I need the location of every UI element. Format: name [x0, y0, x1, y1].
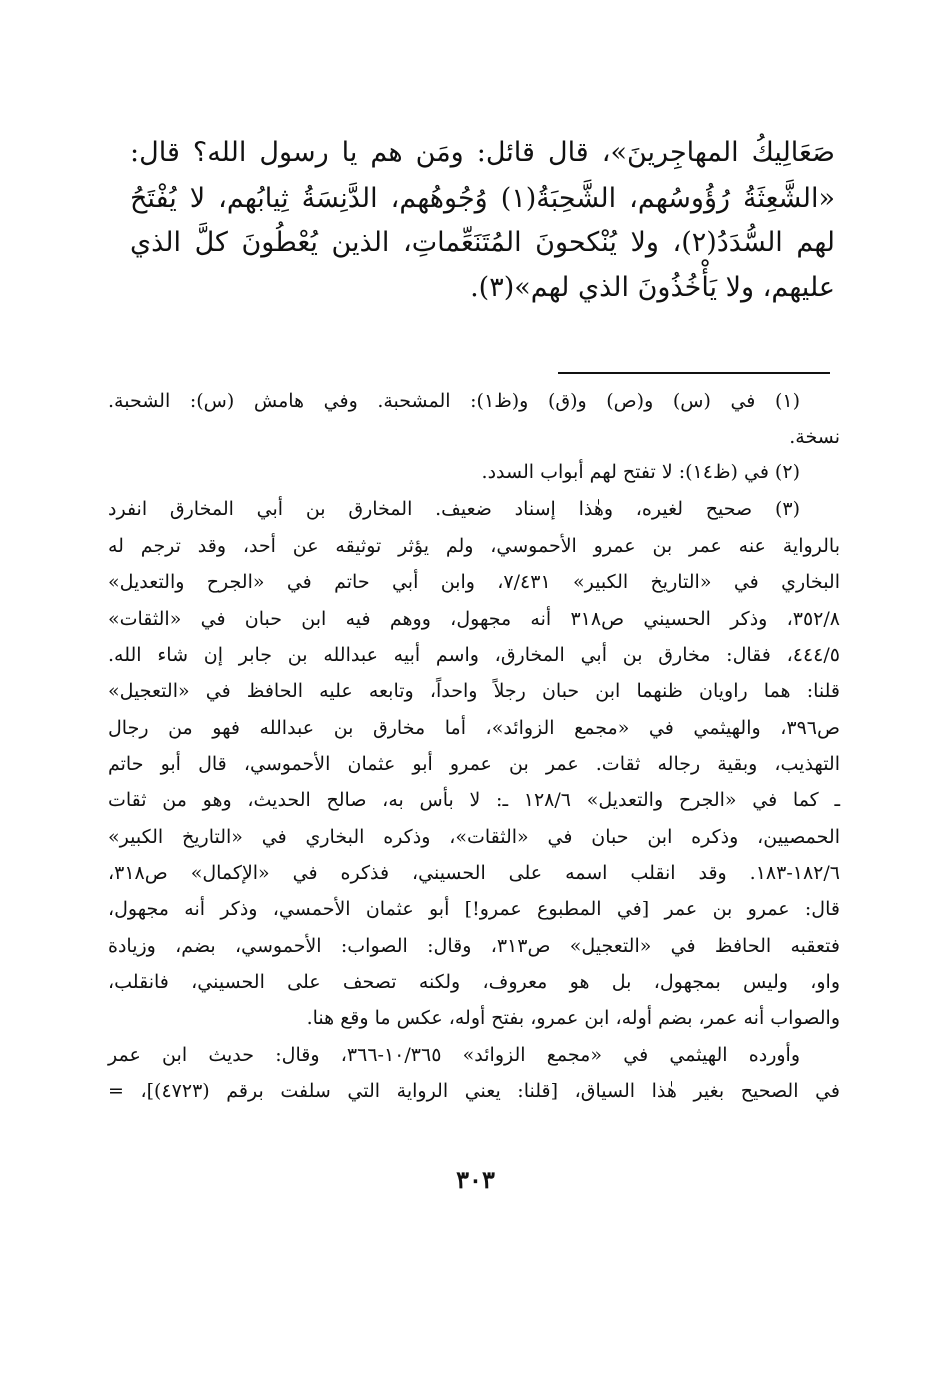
- footnote-line: بالرواية عنه عمر بن عمرو الأحموسي، ولم يؤثر توثيقه عن أحد، وقد ترجم له: [108, 535, 840, 557]
- footnote-line: البخاري في «التاريخ الكبير» ٧/٤٣١، وابن أبي حاتم في «الجرح والتعديل»: [108, 571, 840, 593]
- footnote-line: الحمصيين، وذكره ابن حبان في «الثقات»، وذكره البخاري في «التاريخ الكبير»: [108, 826, 840, 848]
- footnote-line: ١٨٢/٦-١٨٣. وقد انقلب اسمه على الحسيني، فذكره في «الإكمال» ص٣١٨،: [108, 862, 840, 884]
- footnote-line: فتعقبه الحافظ في «التعجيل» ص٣١٣، وقال: الصواب: الأحموسي، بضم، وزيادة: [108, 935, 840, 957]
- footnote-line: قلنا: هما راويان ظنهما ابن حبان رجلاً واحداً، وتابعه عليه الحافظ في «التعجيل»: [108, 680, 840, 702]
- page-number: ٣٠٣: [456, 1165, 495, 1194]
- footnote-line: ـ كما في «الجرح والتعديل» ١٢٨/٦ ـ: لا بأس به، صالح الحديث، وهو من ثقات: [108, 789, 841, 811]
- footnote-line: والصواب أنه عمر، بضم أوله، ابن عمرو، بفتح أوله، عكس ما وقع هنا.: [306, 1007, 840, 1029]
- footnote-line: وأورده الهيثمي في «مجمع الزوائد» ١٠/٣٦٥-٣٦٦، وقال: حديث ابن عمر: [108, 1044, 800, 1066]
- footnote-line: ٤٤٤/٥، فقال: مخارق بن أبي المخارق، واسم أبيه عبدالله بن جابر إن شاء الله.: [108, 644, 840, 666]
- footnote-line: ص٣٩٦، والهيثمي في «مجمع الزوائد»، أما مخارق بن عبدالله فهو من رجال: [108, 717, 840, 739]
- footnote-separator: [558, 372, 830, 374]
- main-text-line: لهم السُّدَدُ(٢)، ولا يُنْكحونَ المُتَنَعِّماتِ، الذين يُعْطُونَ كلَّ الذي: [130, 227, 835, 258]
- footnote-line: (١) في (س) و(ص) و(ق) و(ظ١): المشحبة. وفي هامش (س): الشحبة.: [108, 390, 801, 412]
- footnote-line: نسخة.: [789, 426, 840, 448]
- footnote-line: (٢) في (ظ١٤): لا تفتح لهم أبواب السدد.: [481, 461, 800, 483]
- footnote-line: قال: عمرو بن عمر [في المطبوع عمرو!] أبو عثمان الأحمسي، وذكر أنه مجهول،: [108, 898, 840, 920]
- footnote-line: التهذيب، وبقية رجاله ثقات. عمر بن عمرو أبو عثمان الأحموسي، قال أبو حاتم: [108, 753, 840, 775]
- footnote-line: (٣) صحيح لغيره، وهٰذا إسناد ضعيف. المخارق بن أبي المخارق انفرد: [108, 498, 800, 520]
- footnote-line: ٣٥٢/٨، وذكر الحسيني ص٣١٨ أنه مجهول، ووهم فيه ابن حبان في «الثقات»: [108, 608, 840, 630]
- footnote-line: في الصحيح بغير هٰذا السياق، [قلنا: يعني الرواية التي سلفت برقم (٤٧٢٣)]، =: [108, 1080, 840, 1102]
- main-text-line: عليهم، ولا يَأْخُذُونَ الذي لهم»(٣).: [470, 272, 835, 303]
- main-text-line: صَعَالِيكُ المهاجِرينَ»، قال قائل: ومَن هم يا رسول الله؟ قال:: [130, 137, 835, 168]
- footnote-line: واو، وليس بمجهول، بل هو معروف، ولكنه تصحف على الحسيني، فانقلب،: [108, 971, 840, 993]
- main-text-line: «الشَّعِثَةُ رُؤُوسُهم، الشَّحِبَةُ(١) وُجُوهُهم، الدَّنِسَةُ ثِيابُهم، لا يُفْتَحُ: [130, 183, 835, 214]
